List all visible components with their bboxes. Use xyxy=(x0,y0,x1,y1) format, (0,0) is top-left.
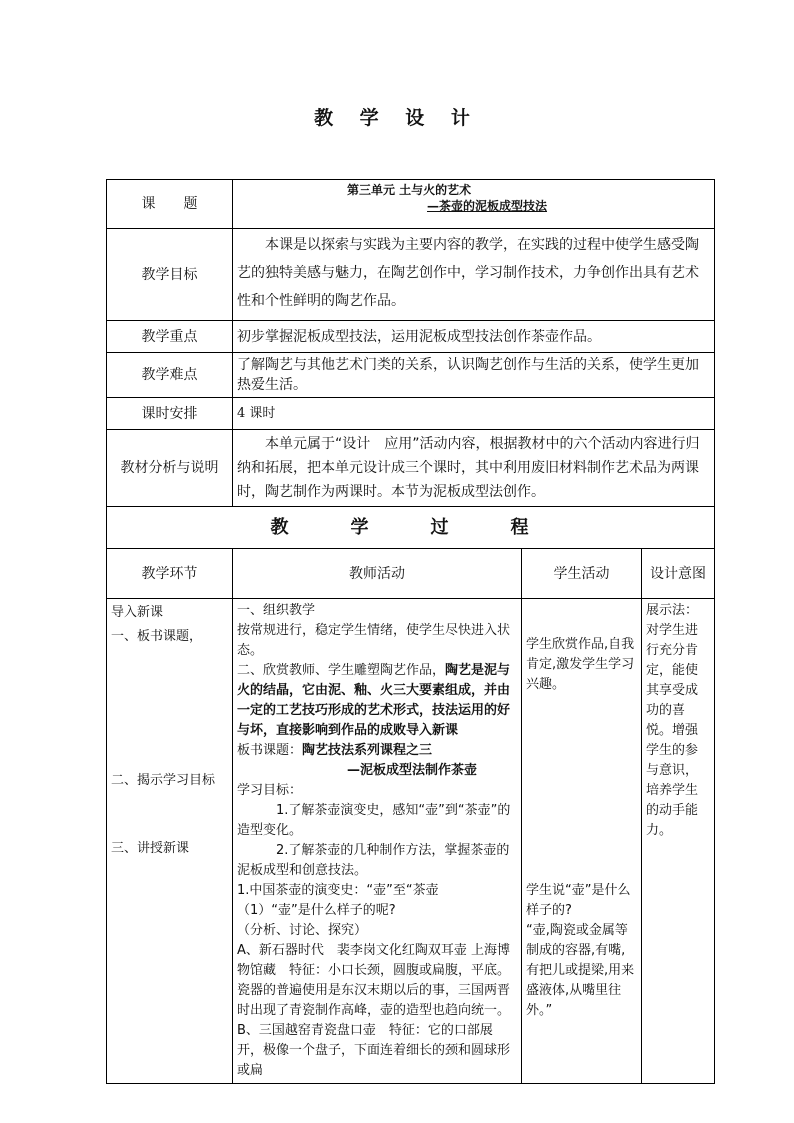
header-student: 学生活动 xyxy=(522,549,642,599)
stage-4: 三、讲授新课 xyxy=(111,841,190,856)
stage-cell xyxy=(107,599,233,1084)
row-key xyxy=(107,321,715,353)
teacher-t1: 一、组织教学 xyxy=(237,603,316,618)
header-teacher: 教师活动 xyxy=(233,549,522,599)
document-title: 教 学 设 计 xyxy=(314,107,480,129)
teacher-t11: （分析、讨论、探究） xyxy=(237,923,368,938)
topic-value xyxy=(233,180,715,229)
student-a3: “壶,陶瓷或金属等制成的容器,有嘴,有把儿或提梁,用来盛液体,从嘴里往外。” xyxy=(526,923,635,1018)
stage-3: 二、揭示学习目标 xyxy=(111,773,216,788)
teacher-t4b: 陶艺技法系列课程之三 xyxy=(302,743,433,758)
student-a2: 学生说“壶”是什么样子的? xyxy=(526,883,631,918)
goal-label: 教学目标 xyxy=(107,229,233,321)
diff-text: 了解陶艺与其他艺术门类的关系，认识陶艺创作与生活的关系，使学生更加热爱生活。 xyxy=(233,353,715,398)
stage-2: 一、板书课题， xyxy=(111,629,203,644)
row-topic xyxy=(107,180,715,229)
teacher-cell xyxy=(233,599,522,1084)
teacher-t8: 2.了解茶壶的几种制作方法，掌握茶壶的泥板成型和创意技法。 xyxy=(237,843,510,878)
row-process-heading xyxy=(107,507,715,549)
topic-line1: 第三单元 土与火的艺术 xyxy=(347,183,472,197)
teacher-t5: —泥板成型法制作茶壶 xyxy=(347,763,478,778)
intent-cell: 展示法：对学生进行充分肯定，能使其享受成功的喜悦。增强学生的参与意识，培养学生的动手能力。 xyxy=(642,599,715,1084)
row-diff xyxy=(107,353,715,398)
row-time xyxy=(107,398,715,430)
stage-1: 导入新课 xyxy=(111,605,164,620)
header-stage: 教学环节 xyxy=(107,549,233,599)
topic-label: 课 题 xyxy=(107,180,233,229)
time-text: 4 课时 xyxy=(233,398,715,430)
time-label: 课时安排 xyxy=(107,398,233,430)
teacher-t7: 1.了解茶壶演变史，感知“壶”到“茶壶”的造型变化。 xyxy=(237,803,511,838)
teacher-t10: （1）“壶”是什么样子的呢? xyxy=(237,903,396,918)
analysis-label: 教材分析与说明 xyxy=(107,430,233,507)
teacher-t4a: 板书课题： xyxy=(237,743,303,758)
goal-text: 本课是以探索与实践为主要内容的教学，在实践的过程中使学生感受陶艺的独特美感与魅力，在陶艺创作中，学习制作技术，力争创作出具有艺术性和个性鲜明的陶艺作品。 xyxy=(233,229,715,321)
teacher-t2: 按常规进行，稳定学生情绪，使学生尽快进入状态。 xyxy=(237,623,511,658)
analysis-text: 本单元属于“设计 应用”活动内容，根据教材中的六个活动内容进行归纳和拓展，把本单元设计成三个课时，其中利用废旧材料制作艺术品为两课时，陶艺制作为两课时。本节为泥板成型法创作。 xyxy=(233,430,715,507)
key-text: 初步掌握泥板成型技法，运用泥板成型技法创作茶壶作品。 xyxy=(233,321,715,353)
student-cell xyxy=(522,599,642,1084)
row-process-body xyxy=(107,599,715,1084)
row-process-headers xyxy=(107,549,715,599)
teacher-t9: 1.中国茶壶的演变史：“壶”至“茶壶 xyxy=(237,883,439,898)
key-label: 教学重点 xyxy=(107,321,233,353)
topic-line2: —茶壶的泥板成型技法 xyxy=(427,199,548,213)
student-a1: 学生欣赏作品,自我肯定,激发学生学习兴趣。 xyxy=(526,637,635,692)
header-intent: 设计意图 xyxy=(642,549,715,599)
row-goal xyxy=(107,229,715,321)
teacher-t3b: 陶艺是泥与火的结晶，它由泥、釉、火三大要素组成，并由一定的工艺技巧形成的艺术形式，技法运用的好与坏，直接影响到作品的成败导入新课 xyxy=(237,663,511,738)
process-heading: 教 学 过 程 xyxy=(107,507,715,549)
teacher-t13: B、三国越窑青瓷盘口壶 特征：它的口部展开，极像一个盘子，下面连着细长的颈和圆球形或扁 xyxy=(237,1023,511,1078)
teacher-t12: A、新石器时代 裴李岗文化红陶双耳壶 上海博物馆藏 特征：小口长颈，圆腹或扁腹，平底。瓷器的普遍使用是东汉末期以后的事，三国两晋时出现了青瓷制作高峰，壶的造型也趋向统一。 xyxy=(237,943,511,1018)
teacher-t3a: 二、欣赏教师、学生雕塑陶艺作品， xyxy=(237,663,446,678)
lesson-table xyxy=(106,179,715,1084)
diff-label: 教学难点 xyxy=(107,353,233,398)
teacher-t6: 学习目标： xyxy=(237,783,303,798)
teacher-t3 xyxy=(237,661,517,741)
row-analysis xyxy=(107,430,715,507)
teacher-t4 xyxy=(237,741,517,761)
